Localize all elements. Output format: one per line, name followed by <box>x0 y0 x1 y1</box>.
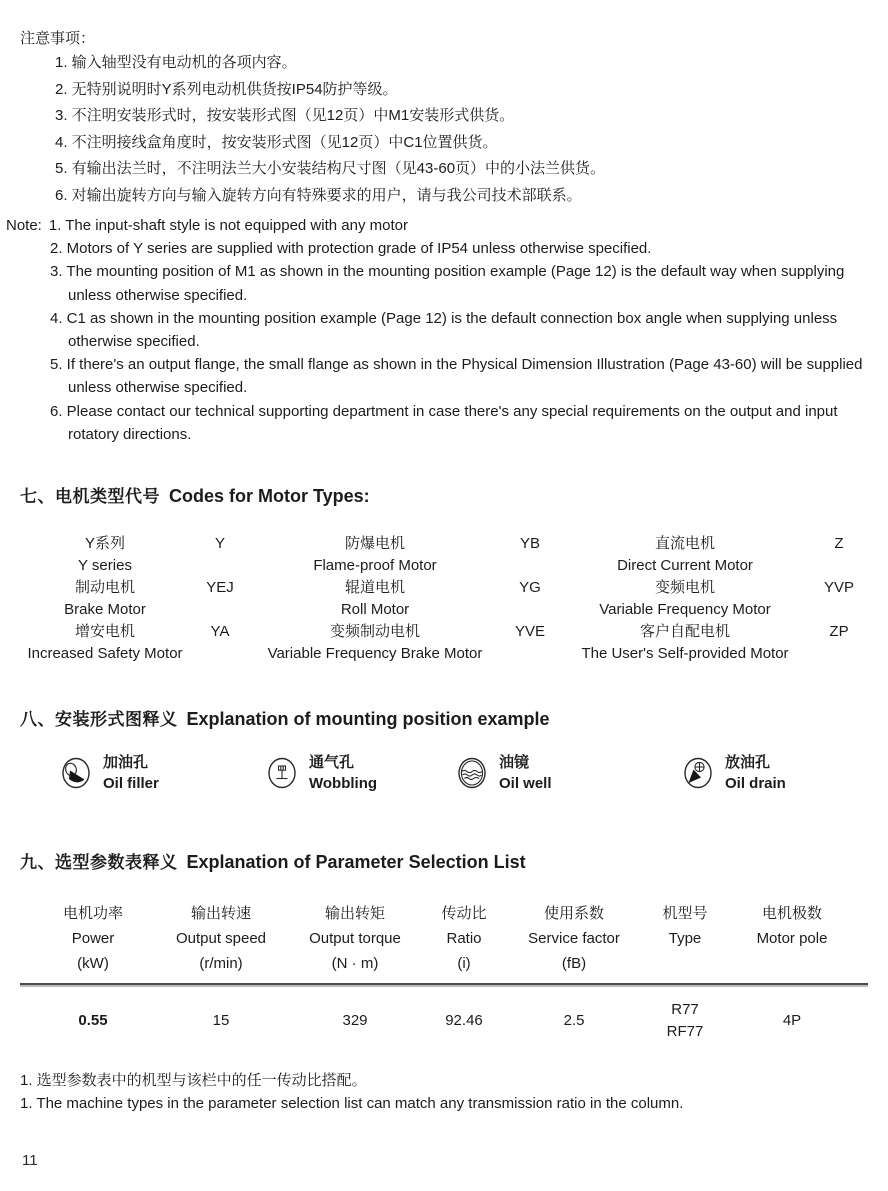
legend-label-cn: 油镜 <box>499 754 530 772</box>
column-header-unit: (r/min) <box>199 955 243 973</box>
motor-type-name-en: Variable Frequency Brake Motor <box>267 645 483 663</box>
motor-type-code: YB <box>519 535 540 553</box>
column-header-cn: 输出转速 <box>190 905 251 923</box>
legend-labels <box>499 752 552 794</box>
column-header-cn: 电机功率 <box>62 905 123 923</box>
motor-type-code: Y <box>214 535 225 553</box>
motor-type-name-en: Flame-proof Motor <box>313 557 437 575</box>
parameter-list-heading-cn: 九、选型参数表释义 <box>20 853 178 873</box>
note-en-prefix: Note: <box>6 217 42 234</box>
note-en-item-1 <box>6 214 868 237</box>
motor-type-name-cn: 客户自配电机 <box>639 623 730 641</box>
column-header-en: Power <box>71 930 115 948</box>
motor-type-name-cn: 直流电机 <box>654 535 715 553</box>
cell-type-line1: R77 <box>671 1001 699 1019</box>
motor-type-name-en: Roll Motor <box>340 601 410 619</box>
motor-type-cell <box>560 533 810 577</box>
column-header-type <box>654 901 716 976</box>
motor-type-cell <box>560 577 810 621</box>
legend-item-oil-filler <box>60 752 159 794</box>
page-number: 11 <box>22 1152 38 1169</box>
motor-types-heading-en: Codes for Motor Types: <box>169 486 370 507</box>
note-en-item-6: 6. Please contact our technical supporting department in case there's any special requirements on the output and input rotatory directions. <box>50 402 838 443</box>
cell-service-factor: 2.5 <box>563 1012 585 1030</box>
motor-type-name-en: Brake Motor <box>64 601 146 619</box>
motor-type-cell <box>250 621 500 665</box>
motor-type-code: YG <box>519 579 541 597</box>
motor-type-name-cn: 辊道电机 <box>344 579 405 597</box>
cell-type <box>654 999 716 1043</box>
cell-motor-pole: 4P <box>782 1012 802 1030</box>
motor-type-cell <box>560 621 810 665</box>
legend-label-en: Oil well <box>499 775 552 793</box>
motor-type-name-cn: 变频电机 <box>654 579 715 597</box>
motor-type-name-cn: 变频制动电机 <box>329 623 420 641</box>
legend-label-cn: 放油孔 <box>725 754 771 772</box>
notes-cn-section <box>20 28 868 209</box>
motor-types-table <box>20 533 868 665</box>
note-cn-item-1: 1. 输入轴型没有电动机的各项内容。 <box>55 54 297 71</box>
cell-ratio: 92.46 <box>445 1012 483 1030</box>
motor-type-cell <box>250 533 500 577</box>
oil-sight-glass-icon <box>456 755 488 791</box>
mounting-legend <box>20 752 868 802</box>
note-en-text-1: 1. The input-shaft style is not equipped with any motor <box>48 217 408 234</box>
mounting-heading-en: Explanation of mounting position example <box>186 709 550 730</box>
motor-type-name-cn: Y系列 <box>84 535 125 553</box>
legend-label-cn: 加油孔 <box>103 754 149 772</box>
motor-type-name-en: Direct Current Motor <box>617 557 753 575</box>
motor-type-name-cn: 增安电机 <box>74 623 135 641</box>
column-header-ratio <box>434 901 494 976</box>
motor-type-name-cn: 防爆电机 <box>344 535 405 553</box>
motor-types-section <box>20 482 868 665</box>
note-cn-item-6: 6. 对输出旋转方向与输入旋转方向有特殊要求的用户，请与我公司技术部联系。 <box>55 186 582 204</box>
legend-item-oil-drain <box>682 752 786 794</box>
column-header-cn: 传动比 <box>441 905 487 923</box>
legend-label-cn: 通气孔 <box>309 754 355 772</box>
note-en-item-4: 4. C1 as shown in the mounting position example (Page 12) is the default connection box angle when supplying unless otherwise specified. <box>50 309 838 351</box>
motor-types-heading-cn: 七、电机类型代号 <box>20 487 160 507</box>
column-header-cn: 机型号 <box>662 905 708 923</box>
column-header-en: Motor pole <box>756 930 828 948</box>
note-cn-item-5: 5. 有输出法兰时，不注明法兰大小安装结构尺寸图（见43-60页）中的小法兰供货。 <box>55 160 606 177</box>
legend-item-oil-sight-glass <box>456 752 552 794</box>
motor-type-name-en: Variable Frequency Motor <box>599 601 771 619</box>
footnote-en: 1. The machine types in the parameter selection list can match any transmission ratio in the column. <box>20 1095 684 1113</box>
note-en-item-2: 2. Motors of Y series are supplied with protection grade of IP54 unless otherwise specified. <box>50 240 652 258</box>
motor-type-name-cn: 制动电机 <box>74 579 135 597</box>
motor-type-cell <box>20 533 190 577</box>
column-header-output-torque <box>276 901 434 976</box>
cell-output-torque: 329 <box>342 1012 368 1030</box>
note-en-item-5: 5. If there's an output flange, the small flange as shown in the Physical Dimension Illustration (Page 43-60) will be supplied unless otherwise specified. <box>50 356 863 397</box>
column-header-unit: (fB) <box>561 955 587 973</box>
legend-labels <box>725 752 786 794</box>
notes-en-section <box>6 214 868 446</box>
legend-label-en: Oil drain <box>725 775 786 793</box>
column-header-power <box>20 901 166 976</box>
column-header-en: Output torque <box>309 930 401 948</box>
column-header-output-speed <box>166 901 276 976</box>
column-header-en: Type <box>668 930 702 948</box>
legend-item-vent-hole <box>266 752 377 794</box>
parameter-table-row <box>20 999 868 1043</box>
legend-label-en: Wobbling <box>309 775 378 793</box>
parameter-list-section <box>20 848 868 1115</box>
column-header-service-factor <box>494 901 654 976</box>
parameter-list-heading-en: Explanation of Parameter Selection List <box>186 852 526 873</box>
note-cn-item-4: 4. 不注明接线盒角度时，按安装形式图（见12页）中C1位置供货。 <box>55 133 498 151</box>
oil-drain-icon <box>682 755 714 791</box>
motor-type-code: YVP <box>823 579 854 597</box>
motor-type-name-en: Y series <box>78 557 132 575</box>
motor-type-cell <box>20 577 190 621</box>
footnote-cn: 1. 选型参数表中的机型与该栏中的任一传动比搭配。 <box>20 1072 367 1090</box>
column-header-cn: 使用系数 <box>543 905 604 923</box>
motor-type-code: ZP <box>829 623 849 641</box>
motor-type-code: YVE <box>514 623 545 641</box>
column-header-en: Service factor <box>528 930 620 948</box>
cell-power: 0.55 <box>78 1012 108 1030</box>
motor-types-heading <box>20 482 868 507</box>
header-rule <box>20 983 868 985</box>
column-header-en: Output speed <box>175 930 267 948</box>
legend-labels <box>103 752 159 794</box>
parameter-table-header <box>20 901 868 976</box>
column-header-unit: (kW) <box>77 955 109 973</box>
column-header-motor-pole <box>716 901 868 976</box>
column-header-unit: (i) <box>457 955 471 973</box>
mounting-heading-cn: 八、安装形式图释义 <box>20 710 178 730</box>
column-header-en: Ratio <box>446 930 482 948</box>
legend-label-en: Oil filler <box>103 775 159 793</box>
vent-hole-icon <box>266 755 298 791</box>
note-en-item-3: 3. The mounting position of M1 as shown in the mounting position example (Page 12) is the default way when supplying unless otherwise specified. <box>50 263 845 304</box>
motor-type-cell <box>250 577 500 621</box>
legend-labels <box>309 752 377 794</box>
cell-output-speed: 15 <box>212 1012 230 1030</box>
motor-type-name-en: The User's Self-provided Motor <box>581 645 789 663</box>
column-header-cn: 输出转矩 <box>324 905 385 923</box>
motor-type-code: YA <box>210 623 230 641</box>
notes-cn-title: 注意事项： <box>20 30 96 47</box>
motor-type-name-en: Increased Safety Motor <box>27 645 183 663</box>
parameter-list-heading <box>20 848 868 873</box>
note-cn-item-3: 3. 不注明安装形式时，按安装形式图（见12页）中M1安装形式供货。 <box>55 107 515 124</box>
footnotes <box>20 1069 868 1115</box>
column-header-cn: 电机极数 <box>761 905 822 923</box>
column-header-unit: (N · m) <box>331 955 379 973</box>
cell-type-line2: RF77 <box>666 1023 704 1041</box>
oil-filler-icon <box>60 755 92 791</box>
motor-type-code: Z <box>834 535 844 553</box>
motor-type-cell <box>20 621 190 665</box>
motor-type-code: YEJ <box>206 579 234 597</box>
note-cn-item-2: 2. 无特别说明时Y系列电动机供货按IP54防护等级。 <box>55 80 398 98</box>
mounting-heading <box>20 705 868 730</box>
mounting-section <box>20 705 868 802</box>
